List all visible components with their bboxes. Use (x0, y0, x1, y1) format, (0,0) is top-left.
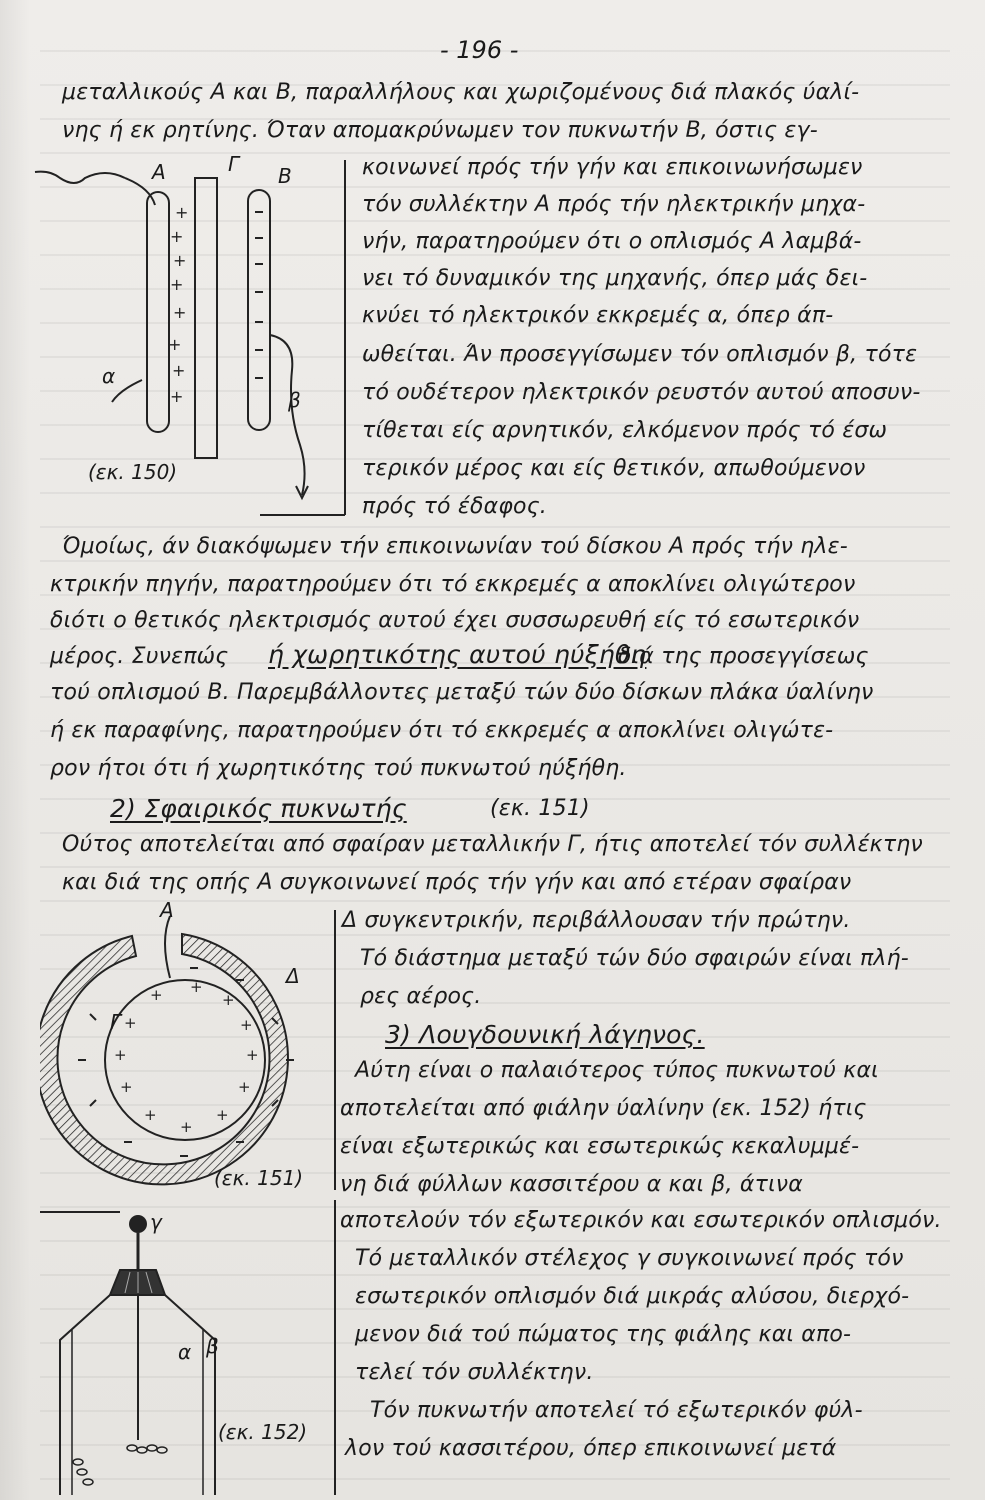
svg-text:+: + (114, 1046, 127, 1064)
svg-text:+: + (238, 1078, 251, 1096)
svg-text:+: + (222, 991, 235, 1009)
figure-reference: (εκ. 151) (490, 796, 590, 821)
text-line: τόν συλλέκτην Α πρός τήν ηλεκτρικήν μηχα- (362, 192, 866, 217)
figure-label: Δ (286, 964, 300, 988)
svg-text:+: + (240, 1016, 253, 1034)
svg-text:+: + (124, 1014, 137, 1032)
text-line: και διά της οπής Α συγκοινωνεί πρός τήν γήν και από ετέραν σφαίραν (62, 870, 852, 895)
figure-label: β (288, 388, 301, 412)
text-line: Δ συγκεντρικήν, περιβάλλουσαν τήν πρώτην. (342, 908, 851, 933)
figure-label: α (102, 364, 116, 388)
text-line: τίθεται είς αρνητικόν, ελκόμενον πρός τό έσω (362, 418, 888, 443)
text-line: πρός τό έδαφος. (362, 494, 548, 519)
text-line: ή εκ παραφίνης, παρατηρούμεν ότι τό εκκρεμές α αποκλίνει ολιγώτε- (50, 718, 834, 743)
figure-150 (30, 150, 360, 520)
text-line: νει τό δυναμικόν της μηχανής, όπερ μάς δει- (362, 266, 868, 291)
text-line: νήν, παρατηρούμεν ότι ο οπλισμός Α λαμβά- (362, 229, 862, 254)
text-line: Τόν πυκνωτήν αποτελεί τό εξωτερικόν φύλ- (370, 1398, 863, 1423)
svg-text:+: + (120, 1078, 133, 1096)
svg-text:+: + (173, 303, 187, 322)
figure-label: Γ (110, 1010, 122, 1034)
text-line: Τό μεταλλικόν στέλεχος γ συγκοινωνεί πρός τόν (355, 1246, 904, 1271)
text-line: τού οπλισμού Β. Παρεμβάλλοντες μεταξύ τών δύο δίσκων πλάκα ύαλίνην (50, 680, 874, 705)
section-heading-leyden-jar: 3) Λουγδουνική λάγηνος. (385, 1020, 705, 1049)
text-line: διότι ο θετικός ηλεκτρισμός αυτού έχει συσσωρευθή είς τό εσωτερικόν (50, 608, 860, 633)
text-line: τό ουδέτερον ηλεκτρικόν ρευστόν αυτού αποσυν- (362, 380, 921, 405)
text-line: κτρικήν πηγήν, παρατηρούμεν ότι τό εκκρεμές α αποκλίνει ολιγώτερον (50, 572, 856, 597)
text-line: Αύτη είναι ο παλαιότερος τύπος πυκνωτού και (355, 1058, 879, 1083)
figure-151 (40, 910, 340, 1190)
text-line: νη διά φύλλων κασσιτέρου α και β, άτινα (340, 1172, 803, 1197)
figure-label: Γ (228, 152, 240, 176)
text-line: μέρος. Συνεπώς (50, 644, 229, 669)
text-line: μεταλλικούς Α και Β, παραλλήλους και χωριζομένους διά πλακός ύαλί- (62, 80, 860, 105)
text-line: αποτελούν τόν εξωτερικόν και εσωτερικόν οπλισμόν. (340, 1208, 942, 1233)
text-line: Τό διάστημα μεταξύ τών δύο σφαιρών είναι πλή- (360, 946, 909, 971)
emphasis-capacity-increased: ή χωρητικότης αυτού ηύξήθη (268, 640, 647, 669)
svg-text:+: + (216, 1106, 229, 1124)
svg-text:+: + (170, 387, 184, 406)
text-line: Όμοίως, άν διακόψωμεν τήν επικοινωνίαν τού δίσκου Α πρός τήν ηλε- (62, 534, 848, 559)
text-line: τελεί τόν συλλέκτην. (355, 1360, 594, 1385)
svg-text:+: + (180, 1118, 193, 1136)
figure-label: Α (152, 160, 166, 184)
svg-text:+: + (173, 251, 187, 270)
svg-text:+: + (168, 335, 182, 354)
text-line: τερικόν μέρος και είς θετικόν, απωθούμενον (362, 456, 866, 481)
section-heading-text: 2) Σφαιρικός πυκνωτής (110, 794, 407, 823)
text-line: λον τού κασσιτέρου, όπερ επικοινωνεί μετά (345, 1436, 837, 1461)
text-line: νης ή εκ ρητίνης. Όταν απομακρύνωμεν τον πυκνωτήν Β, όστις εγ- (62, 118, 818, 143)
svg-text:+: + (175, 203, 189, 222)
text-line: ρον ήτοι ότι ή χωρητικότης τού πυκνωτού ηύξήθη. (50, 756, 627, 781)
text-line: εσωτερικόν οπλισμόν διά μικράς αλύσου, διερχό- (355, 1284, 910, 1309)
figure-caption: (εκ. 150) (88, 460, 178, 484)
svg-text:+: + (144, 1106, 157, 1124)
svg-text:+: + (170, 275, 184, 294)
text-line: ωθείται. Άν προσεγγίσωμεν τόν οπλισμόν β, τότε (362, 342, 918, 367)
figure-caption: (εκ. 151) (214, 1166, 304, 1190)
figure-label: Α (160, 898, 174, 922)
figure-caption: (εκ. 152) (218, 1420, 308, 1444)
page-number: - 196 - (440, 36, 519, 64)
svg-text:+: + (246, 1046, 259, 1064)
text-line: κοινωνεί πρός τήν γήν και επικοινωνήσωμεν (362, 155, 863, 180)
figure-label: β (206, 1334, 219, 1358)
svg-text:+: + (190, 978, 203, 996)
text-line: είναι εξωτερικώς και εσωτερικώς κεκαλυμμέ- (340, 1134, 860, 1159)
text-line: κνύει τό ηλεκτρικόν εκκρεμές α, όπερ άπ- (362, 303, 834, 328)
text-line: αποτελείται από φιάλην ύαλίνην (εκ. 152) ήτις (340, 1096, 867, 1121)
text-line: ρες αέρος. (360, 984, 482, 1009)
section-heading (110, 794, 407, 823)
figure-label: γ (150, 1210, 162, 1234)
text-line: μενον διά τού πώματος της φιάλης και απο- (355, 1322, 852, 1347)
text-line: διά της προσεγγίσεως (618, 644, 869, 669)
svg-text:+: + (170, 227, 184, 246)
text-line: Ούτος αποτελείται από σφαίραν μεταλλικήν Γ, ήτις αποτελεί τόν συλλέκτην (62, 832, 923, 857)
figure-label: α (178, 1340, 192, 1364)
figure-label: Β (278, 164, 292, 188)
svg-text:+: + (172, 361, 186, 380)
svg-text:+: + (150, 986, 163, 1004)
